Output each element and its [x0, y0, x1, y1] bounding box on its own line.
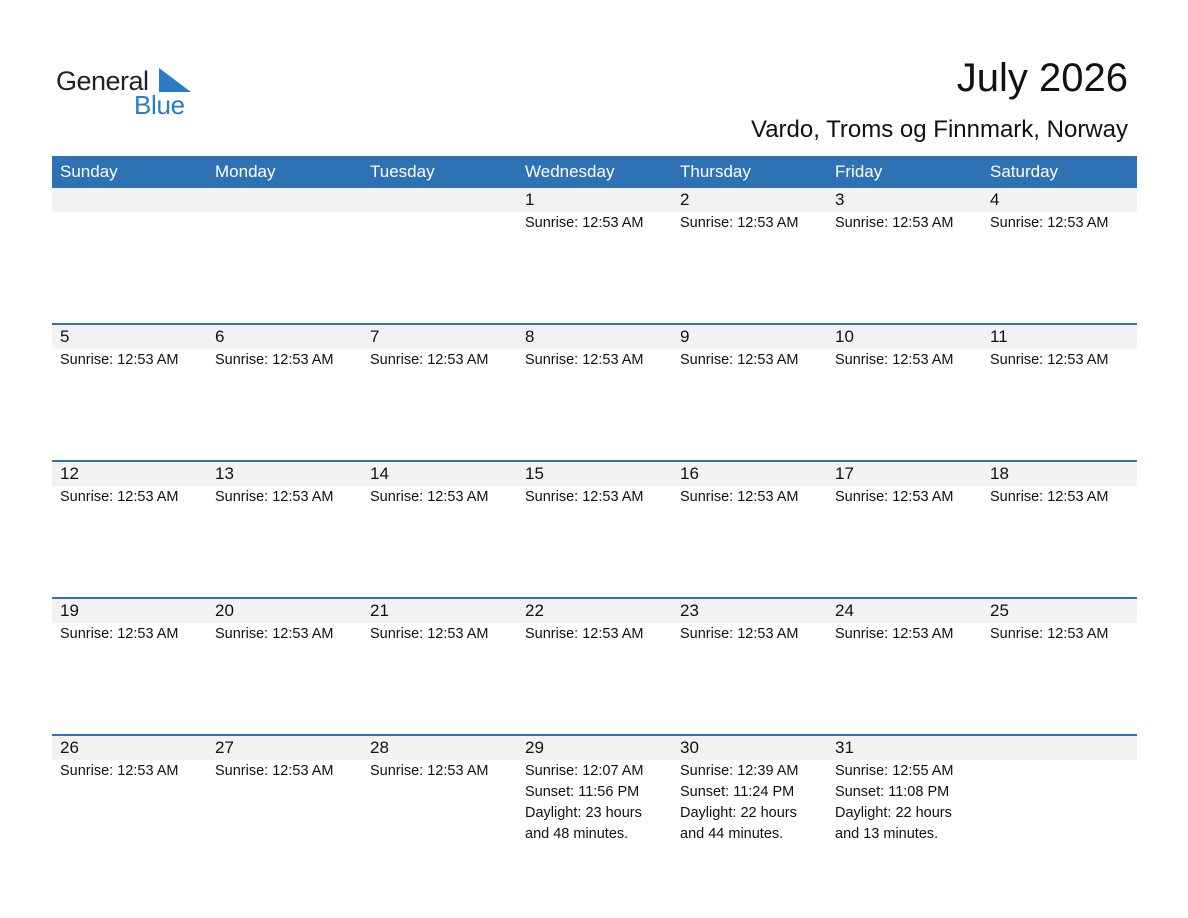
day-info-line: Sunrise: 12:53 AM [525, 626, 644, 642]
day-info-line: Sunrise: 12:53 AM [525, 215, 644, 231]
weekday-tuesday: Tuesday [370, 162, 435, 181]
day-cell [517, 599, 672, 644]
day-number: 24 [835, 601, 854, 620]
day-number: 16 [680, 464, 699, 483]
location-subtitle: Vardo, Troms og Finnmark, Norway [750, 116, 1128, 143]
day-number [215, 188, 362, 212]
week-cells [52, 599, 1137, 644]
day-cell [672, 188, 827, 233]
logo-triangle-icon [159, 68, 191, 92]
day-cell [52, 325, 207, 370]
weekday-monday: Monday [215, 162, 276, 181]
day-cell [207, 599, 362, 644]
day-info-line: Sunrise: 12:53 AM [370, 489, 489, 505]
day-info-line: Sunset: 11:08 PM [835, 784, 950, 800]
day-info-line: and 13 minutes. [835, 826, 939, 842]
day-number: 2 [680, 190, 690, 209]
day-number: 31 [835, 738, 854, 757]
day-number: 3 [835, 190, 845, 209]
day-number: 19 [60, 601, 79, 620]
day-number [60, 188, 207, 212]
day-info-line: Daylight: 22 hours [680, 805, 797, 821]
day-number: 29 [525, 738, 544, 757]
day-info-line: Sunrise: 12:53 AM [215, 352, 334, 368]
day-info-line: Sunrise: 12:55 AM [835, 763, 954, 779]
day-cell [982, 462, 1137, 507]
day-cell [982, 325, 1137, 370]
week-cells [52, 188, 1137, 233]
day-cell [982, 599, 1137, 644]
day-info-line: Sunrise: 12:53 AM [60, 352, 179, 368]
day-info-line: Sunrise: 12:53 AM [990, 215, 1109, 231]
day-number: 14 [370, 464, 389, 483]
day-info-line: Sunrise: 12:53 AM [835, 352, 954, 368]
weekday-thursday: Thursday [680, 162, 751, 181]
day-number: 11 [990, 327, 1008, 346]
day-cell [517, 325, 672, 370]
day-info-line: Sunset: 11:56 PM [525, 784, 640, 800]
day-number: 12 [60, 464, 79, 483]
day-info-line: Sunrise: 12:53 AM [370, 763, 489, 779]
day-cell [52, 188, 207, 233]
week-cells [52, 736, 1137, 844]
day-number: 15 [525, 464, 544, 483]
day-number: 6 [215, 327, 225, 346]
day-info-line: Sunrise: 12:39 AM [680, 763, 799, 779]
day-number: 25 [990, 601, 1009, 620]
day-info-line: Sunrise: 12:53 AM [525, 489, 644, 505]
day-cell [207, 736, 362, 844]
calendar-grid [52, 156, 1137, 871]
day-number: 18 [990, 464, 1009, 483]
day-info-line: Sunrise: 12:53 AM [835, 489, 954, 505]
day-cell [52, 462, 207, 507]
day-info-line: Sunrise: 12:53 AM [835, 626, 954, 642]
day-number: 26 [60, 738, 79, 757]
day-cell [207, 188, 362, 233]
day-number: 23 [680, 601, 699, 620]
day-number: 7 [370, 327, 380, 346]
day-cell [207, 462, 362, 507]
day-cell [362, 736, 517, 844]
day-info-line: Sunrise: 12:53 AM [370, 352, 489, 368]
day-info-line: Sunrise: 12:53 AM [680, 489, 799, 505]
day-info-line: Sunrise: 12:53 AM [215, 763, 334, 779]
day-cell [827, 599, 982, 644]
day-info-line: Sunrise: 12:53 AM [60, 763, 179, 779]
day-cell [672, 736, 827, 844]
weekday-header [52, 156, 1137, 188]
week-cells [52, 462, 1137, 507]
day-info-line: Sunrise: 12:53 AM [680, 352, 799, 368]
day-info-line: Sunrise: 12:07 AM [525, 763, 644, 779]
day-cell [672, 599, 827, 644]
day-cell [672, 325, 827, 370]
day-cell [982, 736, 1137, 844]
day-cell [362, 599, 517, 644]
day-info-line: Daylight: 23 hours [525, 805, 642, 821]
weekday-sunday: Sunday [60, 162, 118, 181]
day-cell [827, 325, 982, 370]
week-row [52, 188, 1137, 323]
page-title: July 2026 [956, 56, 1128, 100]
day-cell [517, 736, 672, 844]
day-number: 21 [370, 601, 389, 620]
weekday-wednesday: Wednesday [525, 162, 615, 181]
week-row [52, 460, 1137, 597]
day-info-line: Sunrise: 12:53 AM [680, 626, 799, 642]
day-cell [672, 462, 827, 507]
day-info-line: Sunrise: 12:53 AM [60, 489, 179, 505]
week-row [52, 597, 1137, 734]
day-number: 27 [215, 738, 234, 757]
day-info-line: and 48 minutes. [525, 826, 629, 842]
day-number [370, 188, 517, 212]
day-info-line: Sunrise: 12:53 AM [525, 352, 644, 368]
day-number: 1 [525, 190, 535, 209]
day-info-line: Daylight: 22 hours [835, 805, 952, 821]
week-row [52, 323, 1137, 460]
day-number: 13 [215, 464, 234, 483]
day-info-line: Sunset: 11:24 PM [680, 784, 795, 800]
weekday-friday: Friday [835, 162, 883, 181]
weekday-saturday: Saturday [990, 162, 1059, 181]
day-cell [362, 462, 517, 507]
day-number: 10 [835, 327, 854, 346]
week-row [52, 734, 1137, 871]
day-number: 8 [525, 327, 535, 346]
day-cell [827, 736, 982, 844]
day-number: 17 [835, 464, 854, 483]
day-info-line: Sunrise: 12:53 AM [990, 626, 1109, 642]
day-cell [827, 462, 982, 507]
logo-general-text: General [56, 66, 149, 96]
day-cell [362, 188, 517, 233]
day-cell [362, 325, 517, 370]
day-info-line: Sunrise: 12:53 AM [990, 352, 1109, 368]
weeks-container [52, 188, 1137, 871]
day-number: 20 [215, 601, 234, 620]
day-info-line: Sunrise: 12:53 AM [835, 215, 954, 231]
week-cells [52, 325, 1137, 370]
day-cell [52, 736, 207, 844]
day-info-line: Sunrise: 12:53 AM [990, 489, 1109, 505]
day-cell [827, 188, 982, 233]
day-number: 5 [60, 327, 70, 346]
day-number: 30 [680, 738, 699, 757]
day-info-line: Sunrise: 12:53 AM [60, 626, 179, 642]
day-number: 9 [680, 327, 690, 346]
logo [56, 64, 196, 120]
day-info-line: and 44 minutes. [680, 826, 784, 842]
day-number: 22 [525, 601, 544, 620]
day-info-line: Sunrise: 12:53 AM [370, 626, 489, 642]
day-number: 28 [370, 738, 389, 757]
day-number [990, 736, 1137, 760]
day-info-line: Sunrise: 12:53 AM [215, 489, 334, 505]
day-number: 4 [990, 190, 1000, 209]
day-cell [517, 462, 672, 507]
day-cell [52, 599, 207, 644]
day-cell [207, 325, 362, 370]
logo-blue-text: Blue [134, 90, 185, 120]
day-info-line: Sunrise: 12:53 AM [680, 215, 799, 231]
day-cell [517, 188, 672, 233]
day-info-line: Sunrise: 12:53 AM [215, 626, 334, 642]
day-cell [982, 188, 1137, 233]
